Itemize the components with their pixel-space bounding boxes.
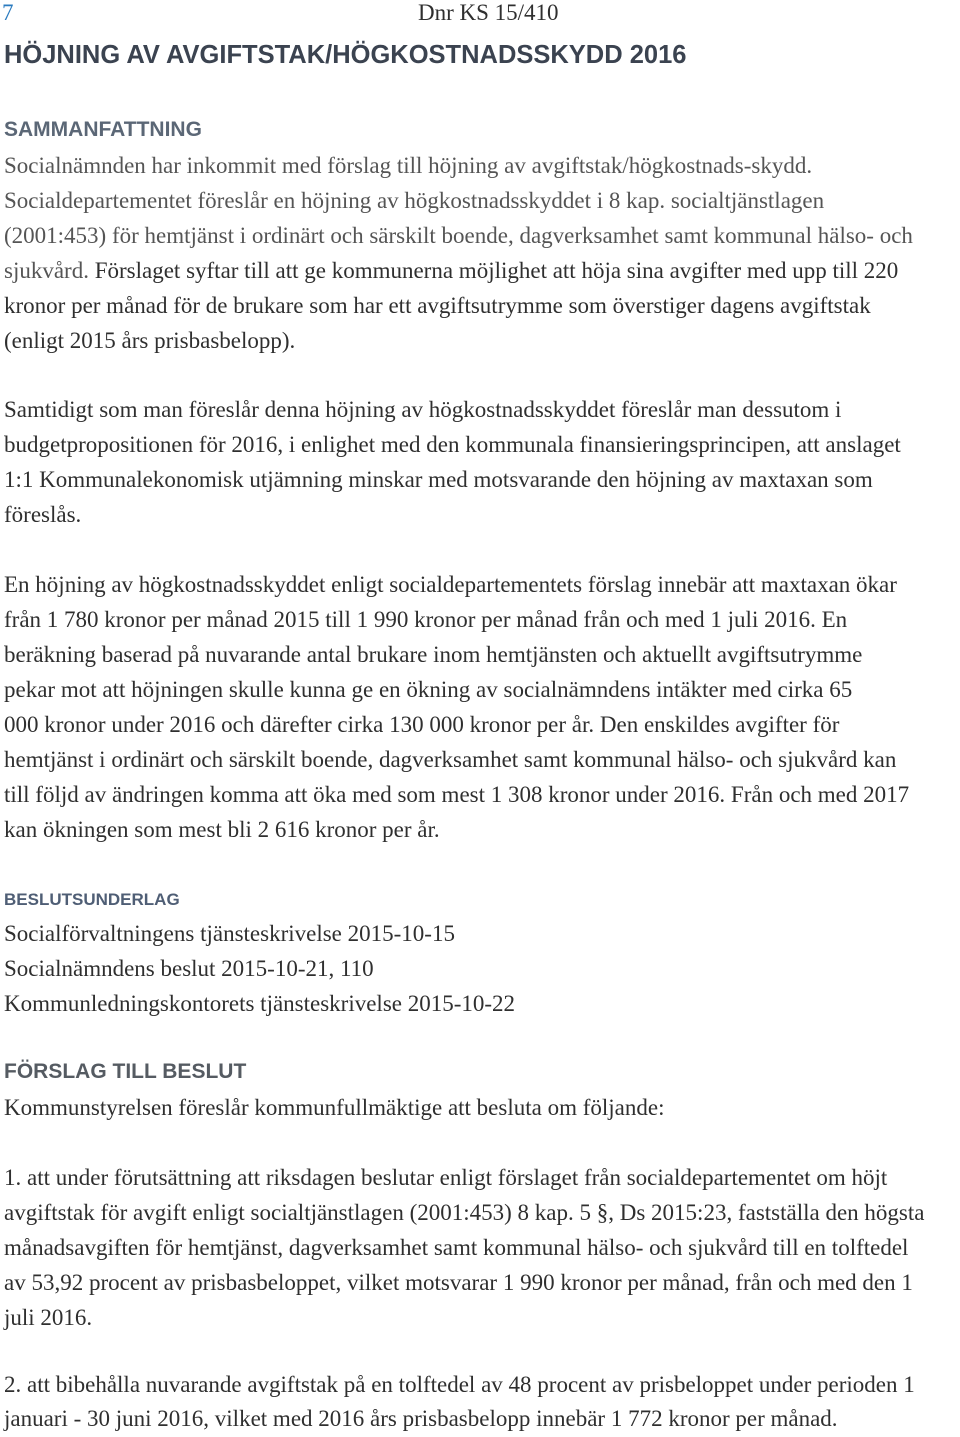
text-line: juli 2016. [4, 1305, 93, 1330]
text-line: budgetpropositionen för 2016, i enlighet med den kommunala finansieringsprincipen, att anslaget [4, 432, 901, 457]
text-line: Samtidigt som man föreslår denna höjning av högkostnadsskyddet föreslår man dessutom i [4, 397, 842, 422]
document-reference: Dnr KS 15/410 [418, 0, 559, 25]
text-line: januari - 30 juni 2016, vilket med 2016 års prisbasbelopp innebär 1 772 kronor per månad. [4, 1406, 838, 1431]
text-line: kan ökningen som mest bli 2 616 kronor per år. [4, 817, 440, 842]
document-title: HÖJNING AV AVGIFTSTAK/HÖGKOSTNADSSKYDD 2016 [4, 41, 687, 69]
summary-heading: SAMMANFATTNING [4, 118, 202, 141]
text-line: 1. att under förutsättning att riksdagen beslutar enligt förslaget från socialdepartementet om höjt [4, 1165, 888, 1190]
text-line: månadsavgiften för hemtjänst, dagverksamhet samt kommunal hälso- och sjukvård till en tolftedel [4, 1235, 909, 1260]
text-segment: Förslaget syftar till att ge kommunerna möjlighet att höja sina avgifter med upp till 220 [94, 258, 899, 283]
decision-basis-heading: BESLUTSUNDERLAG [4, 890, 180, 909]
text-line: avgiftstak för avgift enligt socialtjänstlagen (2001:453) 8 kap. 5 §, Ds 2015:23, fastställa den högsta [4, 1200, 925, 1225]
text-line: av 53,92 procent av prisbasbeloppet, vilket motsvarar 1 990 kronor per månad, från och med den 1 [4, 1270, 913, 1295]
proposal-intro [4, 1090, 954, 1125]
text-line [4, 253, 954, 288]
list-item: Kommunledningskontorets tjänsteskrivelse 2015-10-22 [4, 991, 516, 1016]
decision-basis-list [4, 916, 954, 1021]
text-line: (2001:453) för hemtjänst i ordinärt och särskilt boende, dagverksamhet samt kommunal hälso- och [4, 223, 913, 248]
text-line: (enligt 2015 års prisbasbelopp). [4, 328, 296, 353]
text-segment: sjukvård. [4, 258, 89, 283]
proposal-heading: FÖRSLAG TILL BESLUT [4, 1060, 247, 1083]
summary-paragraph [4, 567, 954, 847]
summary-paragraph [4, 148, 954, 358]
proposal-item [4, 1368, 954, 1436]
text-line: Kommunstyrelsen föreslår kommunfullmäktige att besluta om följande: [4, 1095, 665, 1120]
text-line: från 1 780 kronor per månad 2015 till 1 990 kronor per månad från och med 1 juli 2016. En [4, 607, 848, 632]
text-line: hemtjänst i ordinärt och särskilt boende, dagverksamhet samt kommunal hälso- och sjukvård kan [4, 747, 897, 772]
text-line: 1:1 Kommunalekonomisk utjämning minskar med motsvarande den höjning av maxtaxan som [4, 467, 873, 492]
text-line: pekar mot att höjningen skulle kunna ge en ökning av socialnämndens intäkter med cirka 65 [4, 677, 853, 702]
text-line: 2. att bibehålla nuvarande avgiftstak på en tolftedel av 48 procent av prisbeloppet under perioden 1 [4, 1372, 915, 1397]
summary-paragraph [4, 392, 954, 532]
text-line: kronor per månad för de brukare som har ett avgiftsutrymme som överstiger dagens avgiftstak [4, 293, 871, 318]
text-line: 000 kronor under 2016 och därefter cirka 130 000 kronor per år. Den enskildes avgifter för [4, 712, 840, 737]
text-line: Socialnämnden har inkommit med förslag till höjning av avgiftstak/högkostnads-skydd. [4, 153, 813, 178]
proposal-item [4, 1160, 954, 1335]
text-line: Socialdepartementet föreslår en höjning av högkostnadsskyddet i 8 kap. socialtjänstlagen [4, 188, 825, 213]
text-line: föreslås. [4, 502, 82, 527]
text-line: till följd av ändringen komma att öka med som mest 1 308 kronor under 2016. Från och med 2017 [4, 782, 910, 807]
list-item: Socialförvaltningens tjänsteskrivelse 2015-10-15 [4, 921, 455, 946]
text-line: En höjning av högkostnadsskyddet enligt socialdepartementets förslag innebär att maxtaxan ökar [4, 572, 897, 597]
text-line: beräkning baserad på nuvarande antal brukare inom hemtjänsten och aktuellt avgiftsutrymme [4, 642, 863, 667]
page-number: 7 [2, 0, 14, 25]
list-item: Socialnämndens beslut 2015-10-21, 110 [4, 956, 374, 981]
